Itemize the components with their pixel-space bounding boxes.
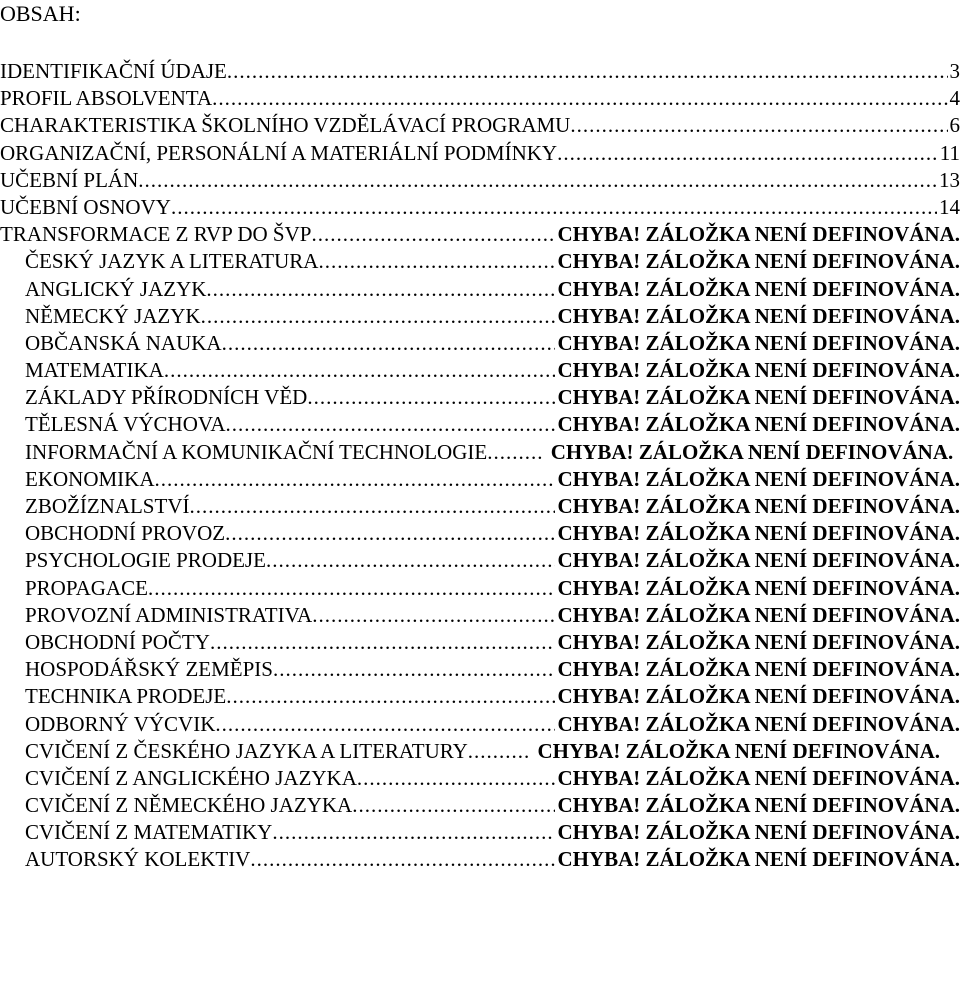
toc-leader [266, 547, 556, 574]
toc-subentry[interactable] [0, 493, 960, 520]
toc-entry-title: NĚMECKÝ JAZYK [25, 303, 201, 328]
toc-entry-title: ČESKÝ JAZYK A LITERATURA [25, 249, 319, 274]
toc-entry-error: CHYBA! ZÁLOŽKA NENÍ DEFINOVÁNA. [550, 439, 954, 464]
toc-entry-page: 3 [949, 59, 960, 83]
toc-entry-error: CHYBA! ZÁLOŽKA NENÍ DEFINOVÁNA. [537, 738, 941, 763]
toc-entry-title: OBCHODNÍ PROVOZ [25, 521, 226, 546]
toc-leader [570, 112, 947, 139]
toc-entry-error: CHYBA! ZÁLOŽKA NENÍ DEFINOVÁNA. [557, 249, 960, 274]
toc-entry[interactable] [0, 140, 960, 167]
toc-entry-error: CHYBA! ZÁLOŽKA NENÍ DEFINOVÁNA. [557, 684, 960, 709]
toc-entry-error: CHYBA! ZÁLOŽKA NENÍ DEFINOVÁNA. [557, 629, 960, 654]
toc-entry-page: 13 [939, 167, 960, 192]
toc-leader [318, 248, 555, 275]
toc-leader [273, 656, 555, 683]
toc-leader [164, 357, 556, 384]
toc-leader [171, 194, 937, 221]
toc-leader [206, 276, 555, 303]
toc-entry-title: PROVOZNÍ ADMINISTRATIVA [25, 602, 313, 627]
toc-entry-title: ZBOŽÍZNALSTVÍ [25, 494, 190, 519]
toc-subentry[interactable] [0, 711, 960, 738]
toc-leader [148, 575, 556, 602]
toc-entry-error: CHYBA! ZÁLOŽKA NENÍ DEFINOVÁNA. [557, 358, 960, 383]
toc-entry-error: CHYBA! ZÁLOŽKA NENÍ DEFINOVÁNA. [557, 847, 960, 872]
toc-entry-title: CHARAKTERISTIKA ŠKOLNÍHO VZDĚLÁVACÍ PROGRAMU [0, 113, 571, 138]
toc-entry[interactable] [0, 58, 960, 85]
toc-entry-error: CHYBA! ZÁLOŽKA NENÍ DEFINOVÁNA. [557, 711, 960, 736]
toc-subentry[interactable] [0, 357, 960, 384]
toc-entry-error: CHYBA! ZÁLOŽKA NENÍ DEFINOVÁNA. [557, 303, 960, 328]
toc-entry-error: CHYBA! ZÁLOŽKA NENÍ DEFINOVÁNA. [557, 222, 960, 247]
toc-leader: ......... [487, 439, 544, 464]
toc-subentry[interactable] [0, 765, 960, 792]
toc-entry-title: TECHNIKA PRODEJE [25, 684, 227, 709]
toc-entry-error: CHYBA! ZÁLOŽKA NENÍ DEFINOVÁNA. [557, 521, 960, 546]
toc-entry-title: OBČANSKÁ NAUKA [25, 330, 222, 355]
toc-leader [250, 846, 555, 873]
toc-entry-title: ODBORNÝ VÝCVIK [25, 711, 216, 736]
toc-entry-error: CHYBA! ZÁLOŽKA NENÍ DEFINOVÁNA. [557, 575, 960, 600]
toc-entry-error: CHYBA! ZÁLOŽKA NENÍ DEFINOVÁNA. [557, 330, 960, 355]
toc-subentry[interactable] [0, 738, 960, 765]
toc-entry-page: 14 [939, 194, 960, 219]
toc-entry-error: CHYBA! ZÁLOŽKA NENÍ DEFINOVÁNA. [557, 385, 960, 410]
toc-entry-error: CHYBA! ZÁLOŽKA NENÍ DEFINOVÁNA. [557, 494, 960, 519]
toc-leader [225, 411, 555, 438]
toc-entry-title: CVIČENÍ Z MATEMATIKY [25, 820, 273, 845]
toc-heading: OBSAH: [0, 1, 81, 26]
toc-leader [226, 683, 555, 710]
toc-subentry[interactable] [0, 792, 960, 819]
toc-subentry[interactable] [0, 276, 960, 303]
toc-leader [138, 167, 937, 194]
toc-entry-title: ORGANIZAČNÍ, PERSONÁLNÍ A MATERIÁLNÍ PODMÍNKY [0, 140, 558, 165]
toc-entry-error: CHYBA! ZÁLOŽKA NENÍ DEFINOVÁNA. [557, 765, 960, 790]
toc-subentry[interactable] [0, 547, 960, 574]
toc-entry-title: PSYCHOLOGIE PRODEJE [25, 548, 266, 573]
toc-leader [222, 330, 556, 357]
toc-leader [272, 819, 555, 846]
toc-subentry[interactable] [0, 629, 960, 656]
toc-subentry[interactable] [0, 575, 960, 602]
toc-entry-error: CHYBA! ZÁLOŽKA NENÍ DEFINOVÁNA. [557, 657, 960, 682]
toc-entry-page: 6 [949, 113, 960, 138]
toc-entry[interactable] [0, 112, 960, 139]
toc-entry-title: ANGLICKÝ JAZYK [25, 276, 207, 301]
toc-entry-error: CHYBA! ZÁLOŽKA NENÍ DEFINOVÁNA. [557, 793, 960, 818]
toc-entry-title: UČEBNÍ PLÁN [0, 167, 139, 192]
toc-leader [210, 629, 556, 656]
toc-entry-title: CVIČENÍ Z ČESKÉHO JAZYKA A LITERATURY [25, 738, 468, 763]
toc-leader [212, 85, 947, 112]
toc-entry-title: OBCHODNÍ POČTY [25, 629, 210, 654]
toc-leader: .......... [467, 738, 531, 763]
toc-entry-title: TRANSFORMACE Z RVP DO ŠVP [0, 222, 312, 247]
toc-entry-error: CHYBA! ZÁLOŽKA NENÍ DEFINOVÁNA. [557, 466, 960, 491]
toc-leader [155, 466, 556, 493]
toc-entry-title: ZÁKLADY PŘÍRODNÍCH VĚD [25, 385, 308, 410]
toc-entry-title: PROPAGACE [25, 575, 148, 600]
toc-entry-error: CHYBA! ZÁLOŽKA NENÍ DEFINOVÁNA. [557, 820, 960, 845]
toc-leader [307, 384, 555, 411]
toc-entry-page: 11 [939, 140, 960, 165]
toc-leader [189, 493, 555, 520]
toc-entry-title: IDENTIFIKAČNÍ ÚDAJE [0, 59, 227, 83]
toc-entry-title: PROFIL ABSOLVENTA [0, 86, 213, 111]
toc-entry-error: CHYBA! ZÁLOŽKA NENÍ DEFINOVÁNA. [557, 412, 960, 437]
toc-leader [201, 303, 556, 330]
toc-subentry[interactable] [0, 439, 960, 466]
toc-subentry[interactable] [0, 411, 960, 438]
toc-subentry[interactable] [0, 602, 960, 629]
toc-leader [312, 602, 555, 629]
toc-entry-title: MATEMATIKA [25, 358, 164, 383]
toc-leader [311, 221, 555, 248]
toc-entry[interactable] [0, 85, 960, 112]
toc-entry[interactable] [0, 167, 960, 194]
toc-leader [225, 520, 555, 547]
toc-subentry[interactable] [0, 520, 960, 547]
toc-entry-title: AUTORSKÝ KOLEKTIV [25, 847, 251, 872]
toc-subentry[interactable] [0, 656, 960, 683]
toc-entry[interactable] [0, 221, 960, 248]
toc-leader [227, 58, 948, 85]
toc-entry-error: CHYBA! ZÁLOŽKA NENÍ DEFINOVÁNA. [557, 602, 960, 627]
toc-entry-title: EKONOMIKA [25, 466, 155, 491]
toc-entry-title: UČEBNÍ OSNOVY [0, 194, 171, 219]
toc-subentry[interactable] [0, 846, 960, 873]
toc-subentry[interactable] [0, 819, 960, 846]
toc-leader [557, 140, 938, 167]
toc-entry-title: HOSPODÁŘSKÝ ZEMĚPIS [25, 657, 273, 682]
toc-leader [215, 711, 555, 738]
toc-entry-title: TĚLESNÁ VÝCHOVA [25, 412, 226, 437]
toc-subentry[interactable] [0, 248, 960, 275]
toc-entry-title: CVIČENÍ Z ANGLICKÉHO JAZYKA [25, 765, 357, 790]
toc-leader [357, 765, 556, 792]
toc-entry-page: 4 [949, 86, 960, 111]
toc-subentry[interactable] [0, 683, 960, 710]
toc-entry-title: CVIČENÍ Z NĚMECKÉHO JAZYKA [25, 793, 353, 818]
toc-subentry[interactable] [0, 330, 960, 357]
toc-entry-error: CHYBA! ZÁLOŽKA NENÍ DEFINOVÁNA. [557, 276, 960, 301]
table-of-contents [0, 58, 960, 874]
toc-entry-title: INFORMAČNÍ A KOMUNIKAČNÍ TECHNOLOGIE [25, 439, 488, 464]
toc-subentry[interactable] [0, 384, 960, 411]
toc-entry-error: CHYBA! ZÁLOŽKA NENÍ DEFINOVÁNA. [557, 548, 960, 573]
toc-entry[interactable] [0, 194, 960, 221]
toc-leader [352, 792, 555, 819]
toc-subentry[interactable] [0, 466, 960, 493]
toc-subentry[interactable] [0, 303, 960, 330]
